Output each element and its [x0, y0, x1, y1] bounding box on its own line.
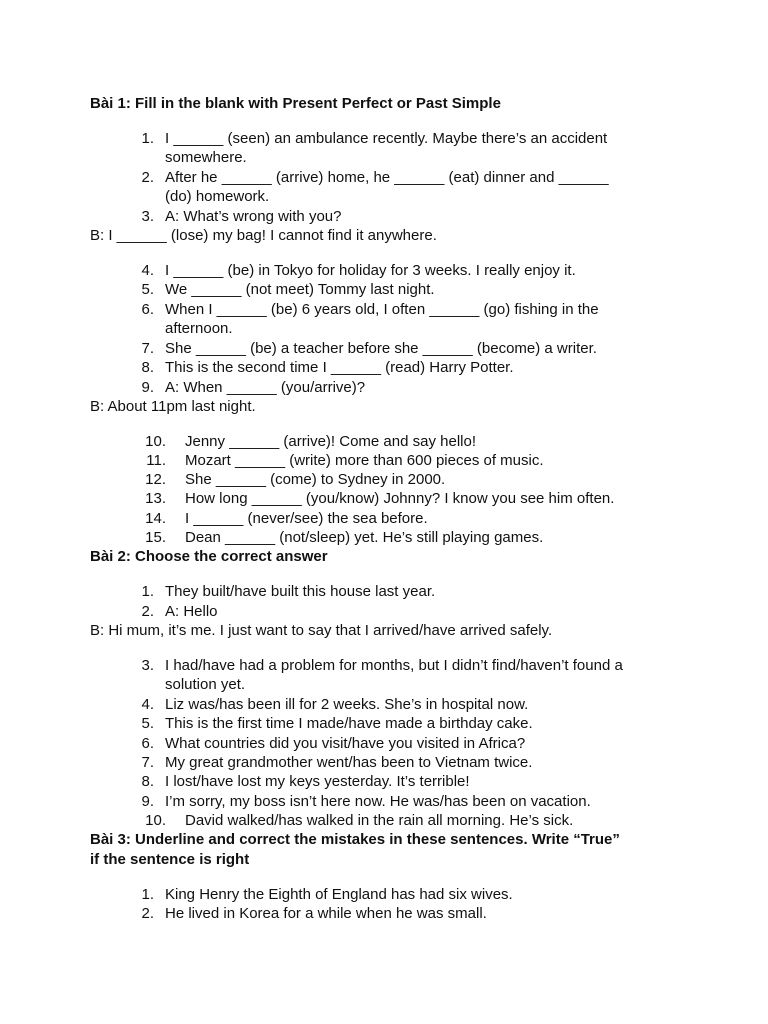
list-item: We ______ (not meet) Tommy last night. [165, 281, 435, 298]
list-item: She ______ (be) a teacher before she ______ (become) a writer. [165, 340, 597, 357]
list-item: I’m sorry, my boss isn’t here now. He was/has been on vacation. [165, 793, 591, 810]
list-item: They built/have built this house last year. [165, 583, 436, 600]
list-number: 1. [141, 130, 154, 147]
list-number: 15. [145, 529, 166, 546]
list-item-continuation: somewhere. [165, 149, 247, 166]
list-number: 13. [145, 490, 166, 507]
list-item: King Henry the Eighth of England has had six wives. [165, 886, 513, 903]
list-number: 4. [141, 262, 154, 279]
list-item: When I ______ (be) 6 years old, I often ______ (go) fishing in the [165, 301, 599, 318]
list-item: A: What’s wrong with you? [165, 208, 342, 225]
list-item: This is the second time I ______ (read) Harry Potter. [165, 359, 514, 376]
dialogue-line: B: Hi mum, it’s me. I just want to say that I arrived/have arrived safely. [90, 622, 553, 639]
list-number: 4. [141, 696, 154, 713]
list-item-continuation: afternoon. [165, 320, 233, 337]
list-item: My great grandmother went/has been to Vietnam twice. [165, 754, 533, 771]
list-item: What countries did you visit/have you visited in Africa? [165, 735, 526, 752]
list-number: 8. [141, 773, 154, 790]
section-1-heading: Bài 1: Fill in the blank with Present Perfect or Past Simple [90, 95, 501, 112]
list-number: 14. [145, 510, 166, 527]
list-number: 12. [145, 471, 166, 488]
list-number: 3. [141, 208, 154, 225]
list-item: I had/have had a problem for months, but I didn’t find/haven’t found a [165, 657, 623, 674]
list-item: I ______ (never/see) the sea before. [185, 510, 428, 527]
list-item: A: When ______ (you/arrive)? [165, 379, 366, 396]
list-item: A: Hello [165, 603, 218, 620]
list-number: 5. [141, 281, 154, 298]
list-item: This is the first time I made/have made a birthday cake. [165, 715, 533, 732]
list-item: Jenny ______ (arrive)! Come and say hello! [185, 433, 476, 450]
list-item: She ______ (come) to Sydney in 2000. [185, 471, 446, 488]
section-2-heading: Bài 2: Choose the correct answer [90, 548, 328, 565]
list-item: I lost/have lost my keys yesterday. It’s terrible! [165, 773, 470, 790]
list-number: 2. [141, 905, 154, 922]
list-item: How long ______ (you/know) Johnny? I know you see him often. [185, 490, 615, 507]
list-number: 7. [141, 340, 154, 357]
list-number: 1. [141, 886, 154, 903]
list-number: 10. [145, 812, 166, 829]
dialogue-line: B: I ______ (lose) my bag! I cannot find it anywhere. [90, 227, 437, 244]
list-item-continuation: solution yet. [165, 676, 246, 693]
list-number: 3. [141, 657, 154, 674]
list-item: He lived in Korea for a while when he was small. [165, 905, 487, 922]
list-number: 2. [141, 169, 154, 186]
list-number: 6. [141, 301, 154, 318]
list-number: 9. [141, 379, 154, 396]
list-item: David walked/has walked in the rain all morning. He’s sick. [185, 812, 574, 829]
list-number: 8. [141, 359, 154, 376]
list-item: Liz was/has been ill for 2 weeks. She’s in hospital now. [165, 696, 529, 713]
dialogue-line: B: About 11pm last night. [90, 398, 256, 415]
list-item: Mozart ______ (write) more than 600 pieces of music. [185, 452, 544, 469]
list-number: 1. [141, 583, 154, 600]
list-number: 6. [141, 735, 154, 752]
section-3-heading: Bài 3: Underline and correct the mistakes in these sentences. Write “True” [90, 831, 620, 848]
list-number: 5. [141, 715, 154, 732]
list-item-continuation: (do) homework. [165, 188, 270, 205]
list-number: 10. [145, 433, 166, 450]
list-item: Dean ______ (not/sleep) yet. He’s still playing games. [185, 529, 544, 546]
list-item: I ______ (seen) an ambulance recently. Maybe there’s an accident [165, 130, 608, 147]
list-number: 7. [141, 754, 154, 771]
list-item: I ______ (be) in Tokyo for holiday for 3 weeks. I really enjoy it. [165, 262, 576, 279]
list-item: After he ______ (arrive) home, he ______ (eat) dinner and ______ [165, 169, 609, 186]
section-3-heading-continuation: if the sentence is right [90, 851, 250, 868]
list-number: 9. [141, 793, 154, 810]
list-number: 2. [141, 603, 154, 620]
list-number: 11. [146, 452, 166, 469]
